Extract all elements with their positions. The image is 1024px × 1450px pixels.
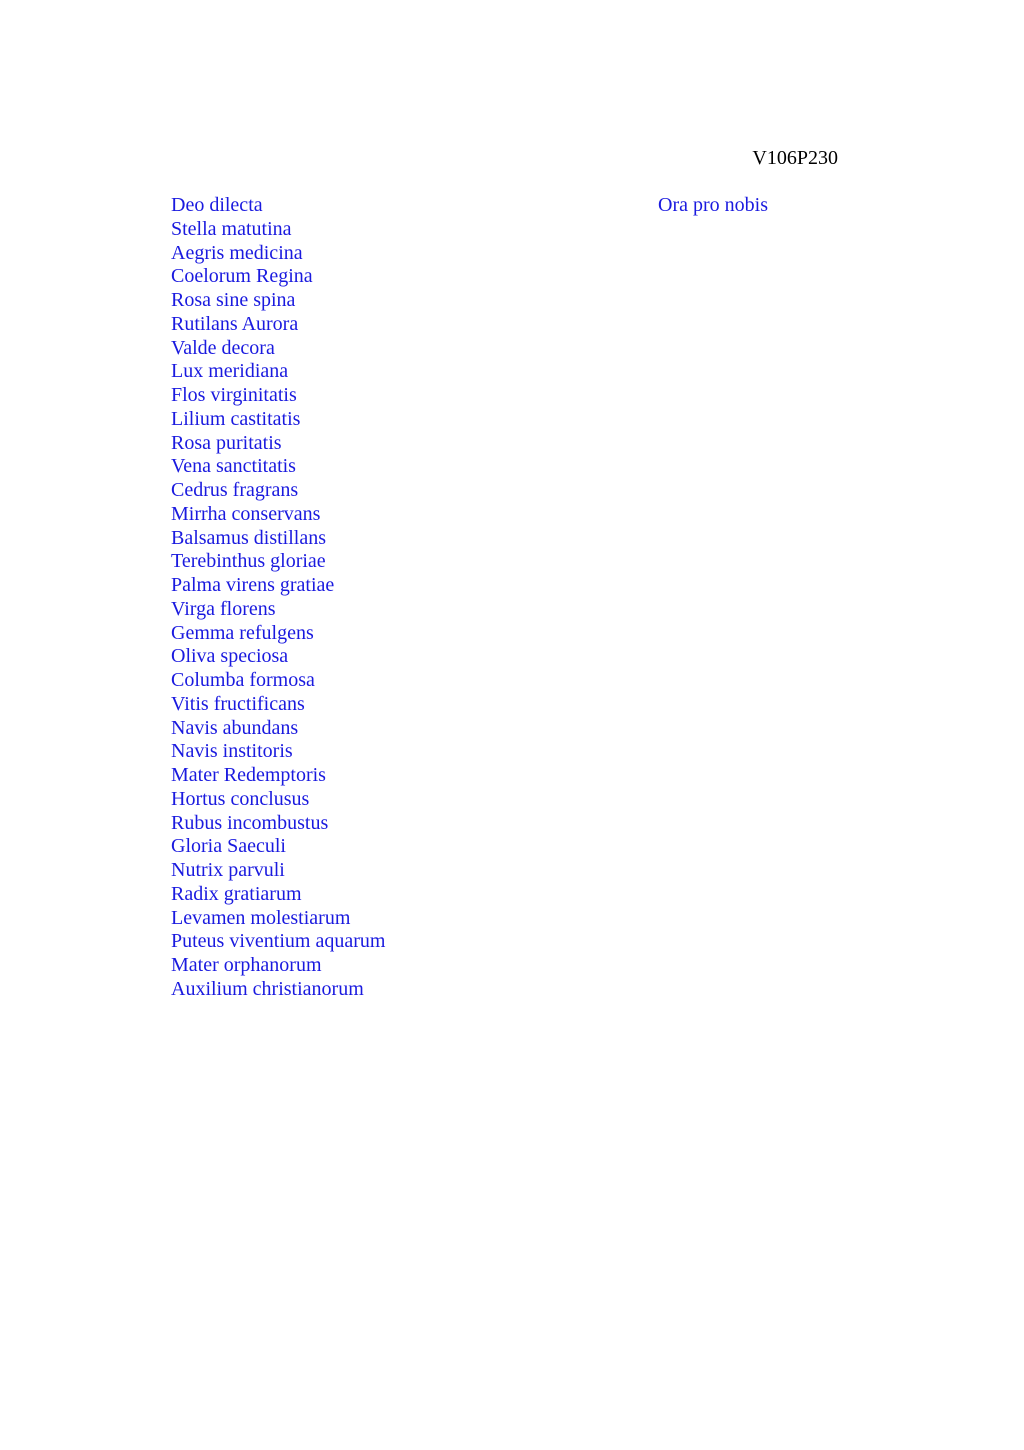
invocation-item: Mirrha conservans <box>171 502 321 525</box>
invocation-item: Nutrix parvuli <box>171 859 285 881</box>
invocation-list <box>171 194 385 1002</box>
invocation-item: Deo dilecta <box>171 194 263 216</box>
invocation-item: Flos virginitatis <box>171 384 297 406</box>
invocation-item: Columba formosa <box>171 669 315 691</box>
invocation-item: Hortus conclusus <box>171 787 310 810</box>
invocation-item: Rosa sine spina <box>171 289 296 311</box>
invocation-item: Radix gratiarum <box>171 882 302 905</box>
invocation-item: Vena sanctitatis <box>171 455 296 478</box>
invocation-item: Oliva speciosa <box>171 645 289 668</box>
page-reference: V106P230 <box>752 147 838 169</box>
invocation-item: Mater orphanorum <box>171 954 322 976</box>
invocation-item: Navis abundans <box>171 716 299 739</box>
response-text: Ora pro nobis <box>658 194 768 216</box>
invocation-item: Navis institoris <box>171 740 293 763</box>
invocation-item: Rutilans Aurora <box>171 312 299 335</box>
invocation-item: Cedrus fragrans <box>171 479 299 501</box>
invocation-item: Lilium castitatis <box>171 407 301 430</box>
invocation-item: Mater Redemptoris <box>171 764 326 786</box>
invocation-item: Terebinthus gloriae <box>171 550 326 573</box>
invocation-item: Virga florens <box>171 597 276 620</box>
invocation-item: Levamen molestiarum <box>171 906 351 929</box>
invocation-item: Auxilium christianorum <box>171 977 364 1000</box>
invocation-item: Aegris medicina <box>171 241 303 264</box>
invocation-item: Balsamus distillans <box>171 526 326 549</box>
invocation-item: Puteus viventium aquarum <box>171 930 386 953</box>
invocation-item: Vitis fructificans <box>171 692 305 715</box>
invocation-item: Gemma refulgens <box>171 621 314 644</box>
invocation-item: Valde decora <box>171 336 275 359</box>
invocation-item: Coelorum Regina <box>171 265 313 288</box>
invocation-item: Palma virens gratiae <box>171 574 335 596</box>
invocation-item: Lux meridiana <box>171 360 289 383</box>
invocation-item: Gloria Saeculi <box>171 835 286 858</box>
invocation-item: Rubus incombustus <box>171 811 329 834</box>
invocation-item: Stella matutina <box>171 217 292 240</box>
invocation-item: Rosa puritatis <box>171 431 282 454</box>
